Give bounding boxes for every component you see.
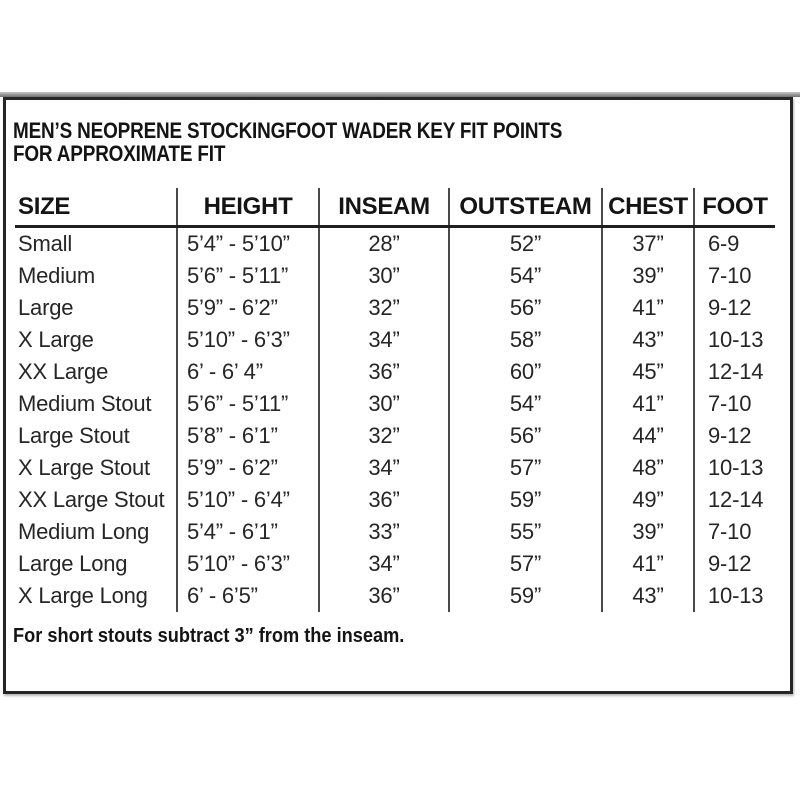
cell-outsteam: 56”: [449, 292, 602, 324]
size-fit-table: [15, 188, 775, 612]
cell-foot: 9-12: [694, 548, 775, 580]
cell-inseam: 34”: [319, 324, 449, 356]
cell-foot: 7-10: [694, 388, 775, 420]
cell-outsteam: 55”: [449, 516, 602, 548]
cell-foot: 9-12: [694, 420, 775, 452]
cell-inseam: 32”: [319, 420, 449, 452]
table-row: [15, 452, 775, 484]
cell-outsteam: 57”: [449, 452, 602, 484]
cell-chest: 39”: [602, 516, 694, 548]
cell-size: XX Large Stout: [18, 487, 165, 512]
cell-size: Medium Long: [18, 519, 150, 544]
cell-foot: 10-13: [694, 324, 775, 356]
cell-size: Medium: [18, 263, 96, 288]
cell-chest: 44”: [602, 420, 694, 452]
table-body: [15, 227, 775, 613]
table-row: [15, 580, 775, 612]
chart-title: [13, 119, 681, 165]
cell-foot: 10-13: [694, 452, 775, 484]
table-row: [15, 484, 775, 516]
cell-size: X Large Long: [18, 583, 148, 608]
column-header-outsteam: OUTSTEAM: [449, 188, 602, 227]
cell-chest: 41”: [602, 548, 694, 580]
table-header-row: [15, 188, 775, 227]
cell-inseam: 28”: [319, 227, 449, 261]
cell-height: 6’ - 6’5”: [177, 580, 319, 612]
table-row: [15, 324, 775, 356]
cell-height: 6’ - 6’ 4”: [177, 356, 319, 388]
cell-outsteam: 56”: [449, 420, 602, 452]
cell-foot: 9-12: [694, 292, 775, 324]
cell-outsteam: 58”: [449, 324, 602, 356]
cell-foot: 10-13: [694, 580, 775, 612]
cell-outsteam: 52”: [449, 227, 602, 261]
cell-size: X Large: [18, 327, 94, 352]
cell-chest: 37”: [602, 227, 694, 261]
cell-size: XX Large: [18, 359, 109, 384]
cell-height: 5’4” - 6’1”: [177, 516, 319, 548]
cell-inseam: 34”: [319, 452, 449, 484]
cell-chest: 45”: [602, 356, 694, 388]
chart-title-line1: MEN’S NEOPRENE STOCKINGFOOT WADER KEY FIT POINTS: [13, 118, 563, 143]
table-row: [15, 516, 775, 548]
table-row: [15, 227, 775, 261]
table-row: [15, 356, 775, 388]
cell-inseam: 36”: [319, 580, 449, 612]
table-row: [15, 420, 775, 452]
table-row: [15, 260, 775, 292]
cell-height: 5’10” - 6’3”: [177, 324, 319, 356]
cell-outsteam: 59”: [449, 484, 602, 516]
cell-foot: 12-14: [694, 356, 775, 388]
column-header-size: SIZE: [15, 188, 177, 227]
cell-chest: 43”: [602, 324, 694, 356]
cell-height: 5’9” - 6’2”: [177, 292, 319, 324]
cell-chest: 41”: [602, 292, 694, 324]
cell-chest: 48”: [602, 452, 694, 484]
cell-foot: 7-10: [694, 260, 775, 292]
cell-height: 5’6” - 5’11”: [177, 260, 319, 292]
footnote: For short stouts subtract 3” from the inseam.: [13, 625, 405, 647]
cell-size: Medium Stout: [18, 391, 152, 416]
cell-height: 5’6” - 5’11”: [177, 388, 319, 420]
cell-size: X Large Stout: [18, 455, 150, 480]
cell-outsteam: 54”: [449, 388, 602, 420]
cell-size: Large Stout: [18, 423, 130, 448]
column-header-height: HEIGHT: [177, 188, 319, 227]
cell-chest: 39”: [602, 260, 694, 292]
cell-outsteam: 59”: [449, 580, 602, 612]
cell-height: 5’10” - 6’4”: [177, 484, 319, 516]
cell-inseam: 33”: [319, 516, 449, 548]
cell-inseam: 32”: [319, 292, 449, 324]
cell-outsteam: 60”: [449, 356, 602, 388]
cell-inseam: 30”: [319, 260, 449, 292]
cell-size: Large: [18, 295, 74, 320]
cell-foot: 6-9: [694, 227, 775, 261]
cell-foot: 12-14: [694, 484, 775, 516]
chart-title-line2: FOR APPROXIMATE FIT: [13, 141, 226, 166]
cell-chest: 41”: [602, 388, 694, 420]
column-header-foot: FOOT: [694, 188, 775, 227]
cell-outsteam: 57”: [449, 548, 602, 580]
cell-inseam: 30”: [319, 388, 449, 420]
cell-size: Large Long: [18, 551, 128, 576]
cell-height: 5’4” - 5’10”: [177, 227, 319, 261]
table-row: [15, 388, 775, 420]
table-row: [15, 292, 775, 324]
cell-size: Small: [18, 231, 73, 256]
table-header: [15, 188, 775, 227]
cell-height: 5’9” - 6’2”: [177, 452, 319, 484]
cell-inseam: 34”: [319, 548, 449, 580]
column-header-chest: CHEST: [602, 188, 694, 227]
cell-foot: 7-10: [694, 516, 775, 548]
cell-chest: 49”: [602, 484, 694, 516]
cell-inseam: 36”: [319, 356, 449, 388]
size-chart-panel: [3, 97, 793, 694]
cell-outsteam: 54”: [449, 260, 602, 292]
cell-chest: 43”: [602, 580, 694, 612]
cell-height: 5’8” - 6’1”: [177, 420, 319, 452]
cell-inseam: 36”: [319, 484, 449, 516]
column-header-inseam: INSEAM: [319, 188, 449, 227]
cell-height: 5’10” - 6’3”: [177, 548, 319, 580]
table-row: [15, 548, 775, 580]
